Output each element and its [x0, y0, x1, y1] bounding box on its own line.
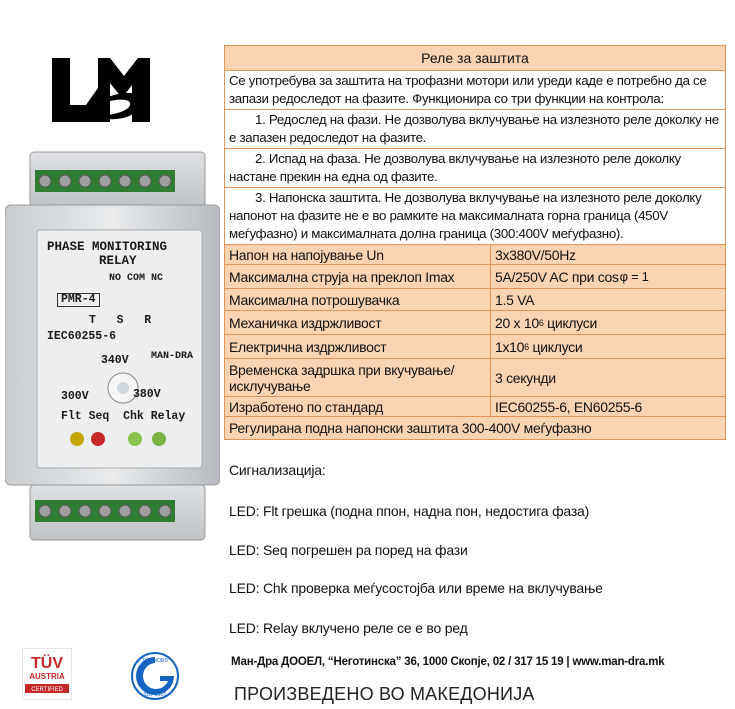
table-function-1: 1. Редослед на фази. Не дозволува вклучување на излезното реле доколку не е запазен редоследот на фазите. [225, 110, 725, 149]
signal-led-seq: LED: Seq погрешен ра поред на фази [229, 542, 468, 558]
table-last-row: Регулирана подна напонски заштита 300-400V меѓуфазно [225, 417, 725, 439]
made-in-macedonia: ПРОИЗВЕДЕНО ВО МАКЕДОНИЈА [234, 684, 535, 704]
contact-info: Ман-Дра ДООЕЛ, “Неготинска” 36, 1000 Скопје, 02 / 317 15 19 | www.man-dra.mk [231, 656, 665, 668]
device-title-2: RELAY [99, 254, 137, 268]
device-led-labels: Flt Seq Chk Relay [61, 410, 186, 423]
iso-9001-logo [130, 651, 180, 701]
row-key: Механичка издржливост [225, 311, 491, 334]
row-key: Максимална струја на преклоп Imax [225, 265, 491, 288]
row-value-text: 5A/250V AC при cos [495, 268, 619, 285]
iso-top-text: TÜV NORD [141, 658, 169, 664]
table-function-3: 3. Напонска заштита. Не дозволува вклучување на излезното реле доколку напонот на фазите не е во рамките на максималната горна граница (450V меѓуфазно) и максималната долна граница (300:400V меѓуфазно). [225, 188, 725, 245]
row-value [491, 335, 725, 358]
table-row [225, 289, 725, 311]
table-row [225, 359, 725, 397]
device-standard: IEC60255-6 [47, 330, 117, 343]
signal-title: Сигнализација: [229, 462, 326, 478]
table-row [225, 397, 725, 417]
device-brand: MAN-DRA [151, 351, 194, 362]
table-intro: Се употребува за заштита на трофазни мотори или уреди каде е потребно да се запази редоследот на фазите. Функционира со три функции на контрола: [225, 71, 725, 110]
device-terminals: T S R [89, 314, 152, 327]
tuv-austria-text: AUSTRIA [29, 672, 65, 681]
table-row [225, 311, 725, 335]
table-function-2: 2. Испад на фаза. Не дозволува вклучување на излезното реле доколку настане прекин на една од фазите. [225, 149, 725, 188]
row-value-sup: 6 [538, 317, 544, 328]
device-title-1: PHASE MONITORING [47, 240, 168, 254]
row-value: 3 секунди [495, 369, 556, 386]
row-value: 3x380V/50Hz [495, 246, 576, 263]
spec-table [224, 45, 726, 440]
table-row [225, 245, 725, 265]
signal-led-chk: LED: Chk проверка меѓусостојба или време на вклучување [229, 580, 603, 596]
table-row [225, 265, 725, 289]
row-value: 1.5 VA [495, 291, 535, 308]
signal-led-flt: LED: Flt грешка (подна ппон, надна пон, недостига фаза) [229, 503, 590, 519]
device-label [39, 237, 199, 465]
row-key: Електрична издржливост [225, 335, 491, 358]
row-value [491, 311, 725, 334]
tuv-austria-logo [22, 648, 72, 700]
signal-led-relay: LED: Relay вклучено реле се е во ред [229, 620, 468, 636]
row-key: Изработено по стандард [225, 397, 491, 416]
row-key: Максимална потрошувачка [225, 289, 491, 310]
iso-text: ISO 9001 [143, 692, 167, 698]
table-row [225, 335, 725, 359]
row-key: Временска задршка при вкучување/исклучување [225, 359, 491, 396]
man-dra-logo [50, 50, 152, 125]
row-value-tail: циклуси [543, 314, 597, 331]
device-v300: 300V [61, 390, 89, 403]
row-value: IEC60255-6, EN60255-6 [495, 398, 643, 415]
row-value-text: 20 x 10 [495, 314, 539, 331]
tuv-text: TÜV [31, 655, 63, 672]
row-value [491, 265, 725, 288]
row-value-phi: φ = 1 [619, 269, 649, 284]
row-value-text: 1x10 [495, 338, 525, 355]
device-v380: 380V [133, 388, 161, 401]
tuv-certified-text: CERTIFIED [31, 687, 63, 693]
table-title: Реле за заштита [225, 46, 725, 71]
device-v340: 340V [101, 354, 129, 367]
row-key: Напон на напојување Un [225, 245, 491, 264]
row-value-sup: 6 [524, 341, 529, 352]
device-model: PMR-4 [57, 293, 100, 307]
row-value-tail: циклуси [528, 338, 583, 355]
device-contacts: NO COM NC [109, 273, 164, 284]
